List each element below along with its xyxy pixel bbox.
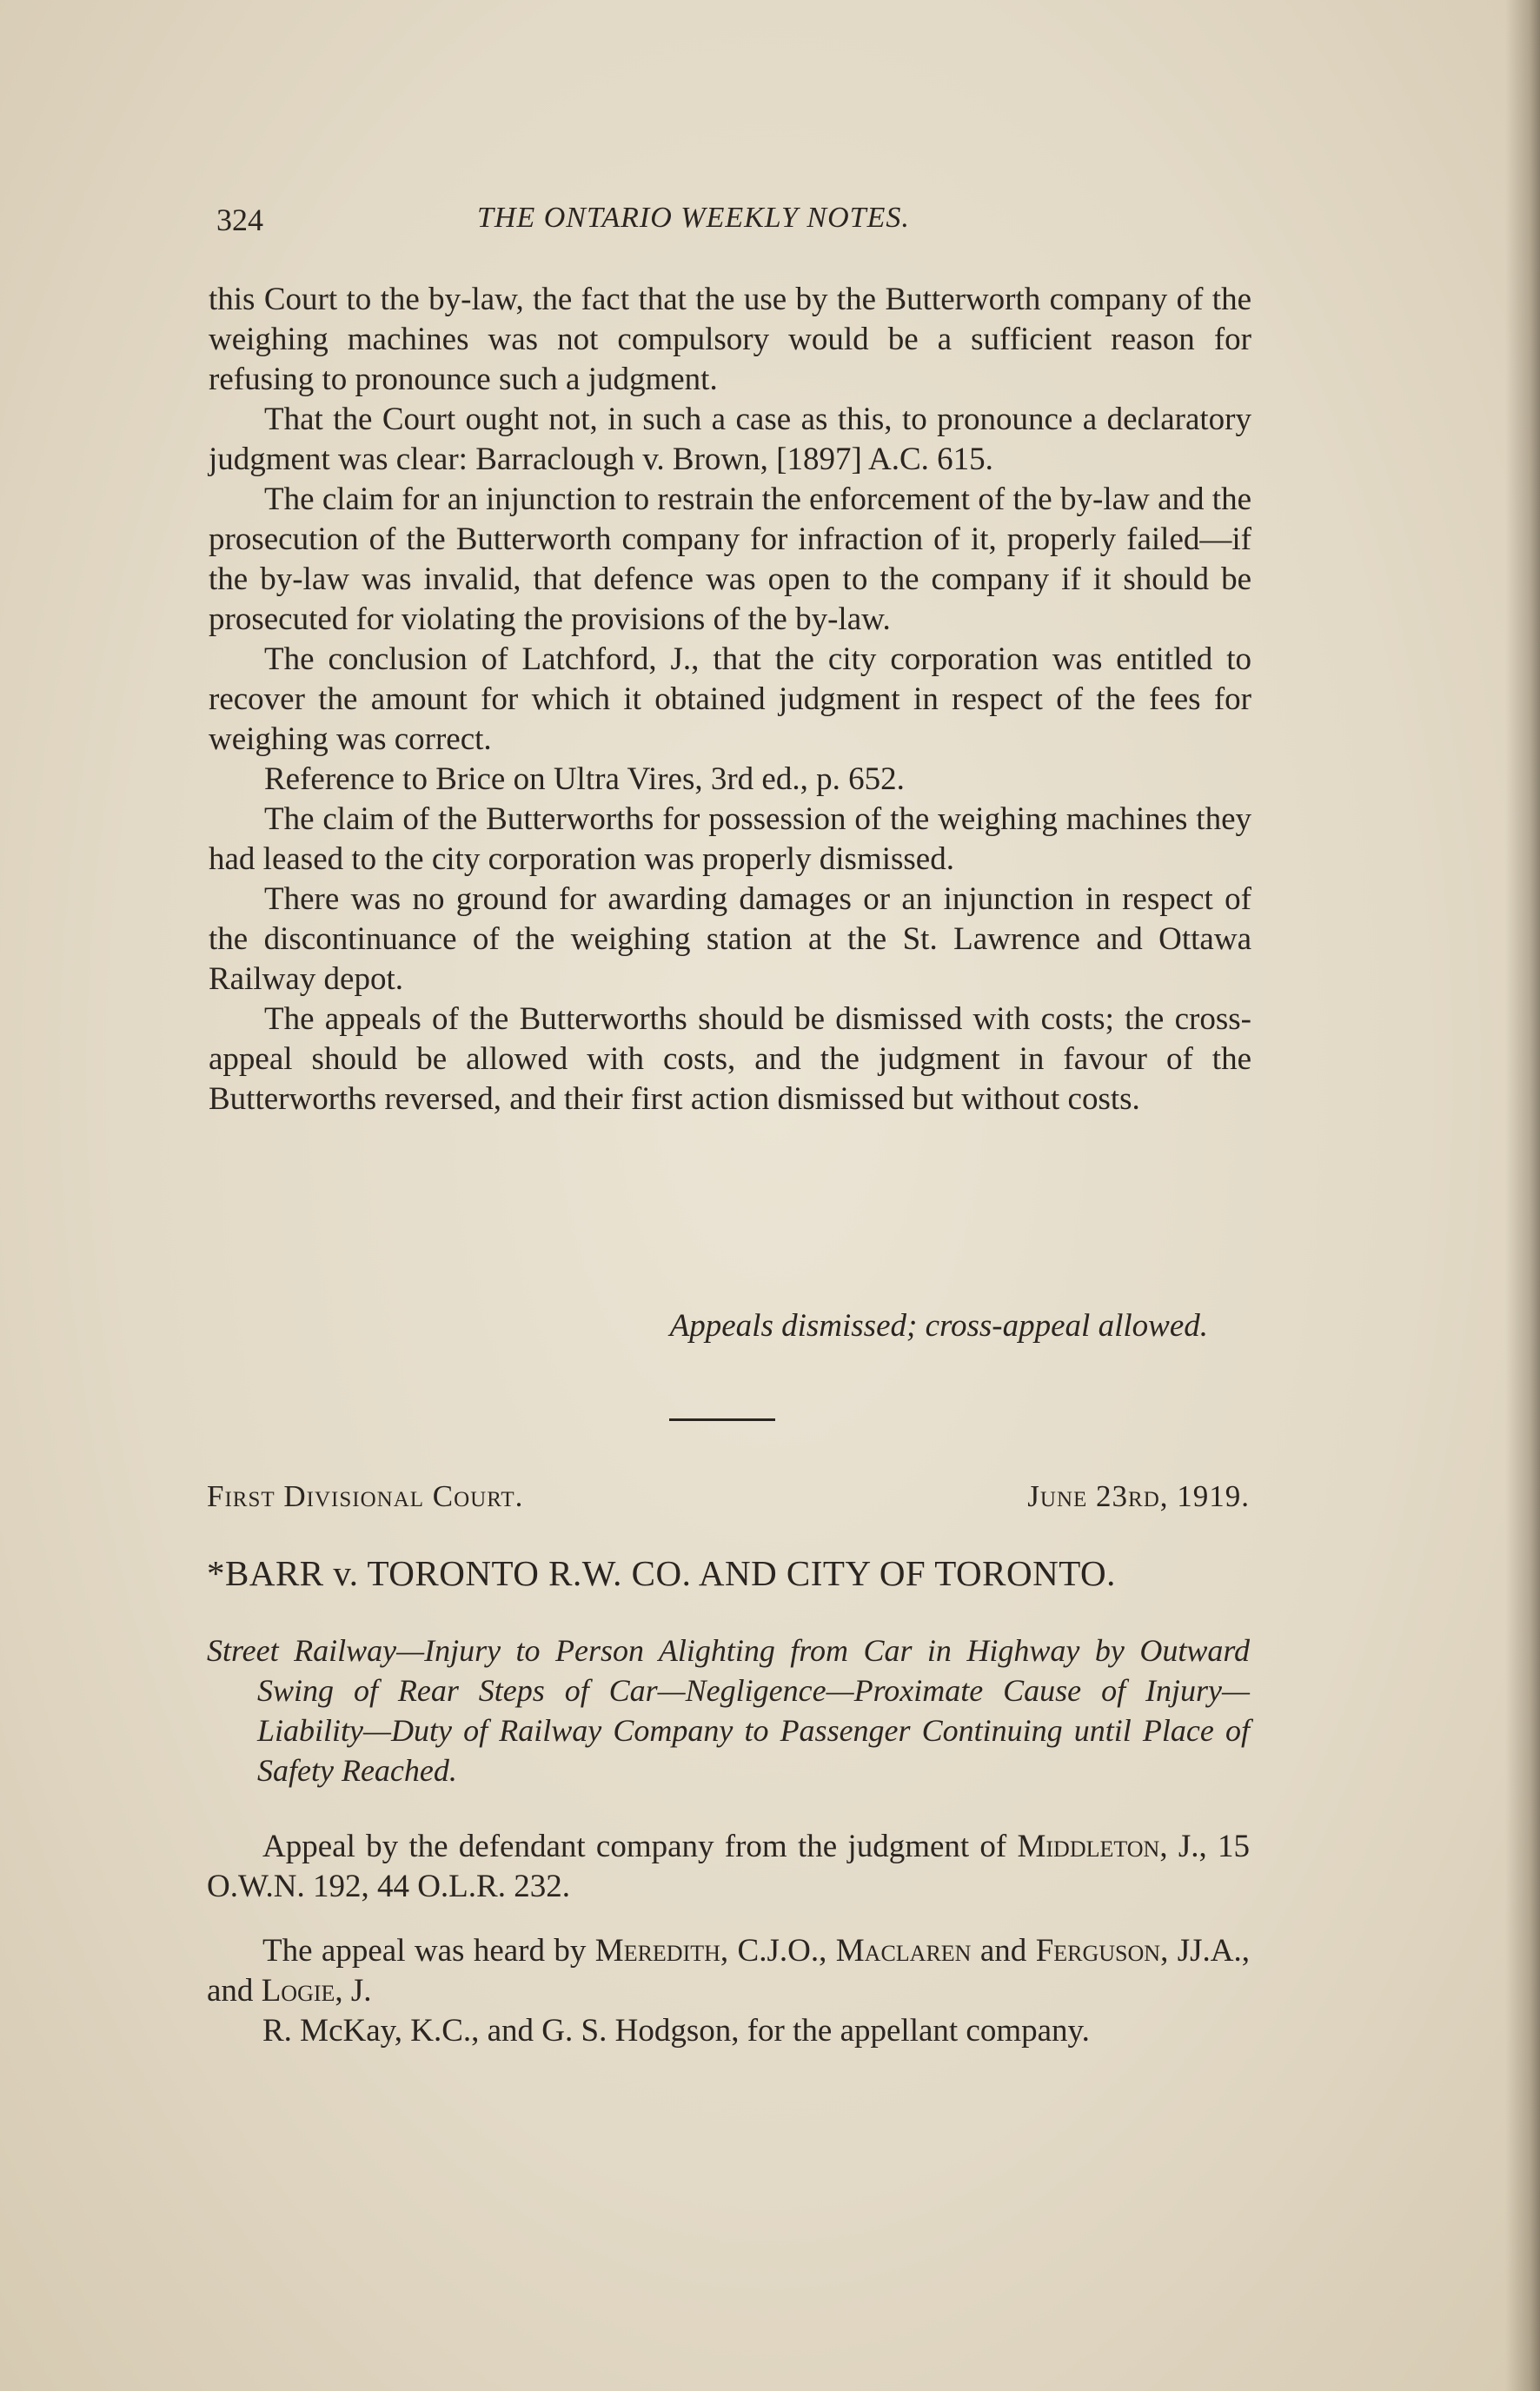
headnote: Street Railway—Injury to Person Alighting from Car in Highway by Outward Swing of Rear Steps of Car—Negligence—Proximate Cause of Injury—Liability—Duty of Railway Company to Passenger Continuing until Place of Safety Reached.	[207, 1633, 1250, 1788]
paragraph: That the Court ought not, in such a case as this, to pronounce a declaratory judgment was clear: Barraclough v. Brown, [1897] A.C. 615.	[209, 402, 1251, 477]
paragraph: The conclusion of Latchford, J., that the city corporation was entitled to recover the amount for which it obtained judgment in respect of the fees for weighing was correct.	[209, 641, 1251, 757]
paragraph: There was no ground for awarding damages or an injunction in respect of the discontinuance of the weighing station at the St. Lawrence and Ottawa Railway depot.	[209, 881, 1251, 997]
heard-text: The appeal was heard by	[262, 1933, 595, 1969]
separator-text: , JJ.A., and	[207, 1933, 1250, 2009]
paragraph: The appeals of the Butterworths should be dismissed with costs; the cross-appeal should be allowed with costs, and the judgment in favour of the Butterworths reversed, and their first action dismissed but without costs.	[209, 1001, 1251, 1117]
separator-text: , C.J.O.,	[720, 1933, 836, 1969]
court-line	[207, 1479, 1250, 1523]
counsel-paragraph: R. McKay, K.C., and G. S. Hodgson, for the appellant company.	[262, 2013, 1090, 2049]
case-title: *BARR v. TORONTO R.W. CO. AND CITY OF TORONTO.	[207, 1553, 1116, 1593]
separator-text: , J.	[335, 1973, 372, 2009]
decision-date: June 23rd, 1919.	[1027, 1479, 1250, 1513]
body-text	[209, 280, 1251, 1119]
judge-name: Meredith	[594, 1933, 720, 1969]
paragraph: The claim of the Butterworths for possession of the weighing machines they had leased to the city corporation was properly dismissed.	[209, 801, 1251, 877]
paragraph: The claim for an injunction to restrain the enforcement of the by-law and the prosecution of the Butterworth company for infraction of it, properly failed—if the by-law was invalid, that defence was open to the company if it should be prosecuted for violating the provisions of the by-law.	[209, 482, 1251, 637]
heard-paragraph	[207, 1931, 1250, 2011]
court-name: First Divisional Court.	[207, 1479, 524, 1513]
appeal-paragraph	[207, 1827, 1250, 1907]
citation-text: , J., 15 O.W.N. 192, 44 O.L.R. 232.	[207, 1829, 1250, 1904]
case-text	[207, 1827, 1250, 2051]
separator-text: and	[971, 1933, 1036, 1969]
judge-name: Logie	[261, 1973, 335, 2009]
page-header	[216, 202, 1251, 245]
judge-name: Maclaren	[835, 1933, 972, 1969]
judge-name: Middleton	[1017, 1829, 1160, 1864]
running-title: THE ONTARIO WEEKLY NOTES.	[477, 202, 910, 234]
disposition: Appeals dismissed; cross-appeal allowed.	[669, 1308, 1208, 1344]
page-number: 324	[216, 203, 263, 237]
appeal-text: Appeal by the defendant company from the judgment of	[262, 1829, 1018, 1864]
judge-name: Ferguson	[1035, 1933, 1161, 1969]
page-edge-shadow	[1505, 0, 1540, 2391]
paragraph: this Court to the by-law, the fact that the use by the Butterworth company of the weighing machines was not compulsory would be a sufficient reason for refusing to pronounce such a judgment.	[209, 282, 1251, 397]
paragraph: Reference to Brice on Ultra Vires, 3rd ed., p. 652.	[264, 761, 905, 797]
section-divider	[669, 1418, 775, 1421]
